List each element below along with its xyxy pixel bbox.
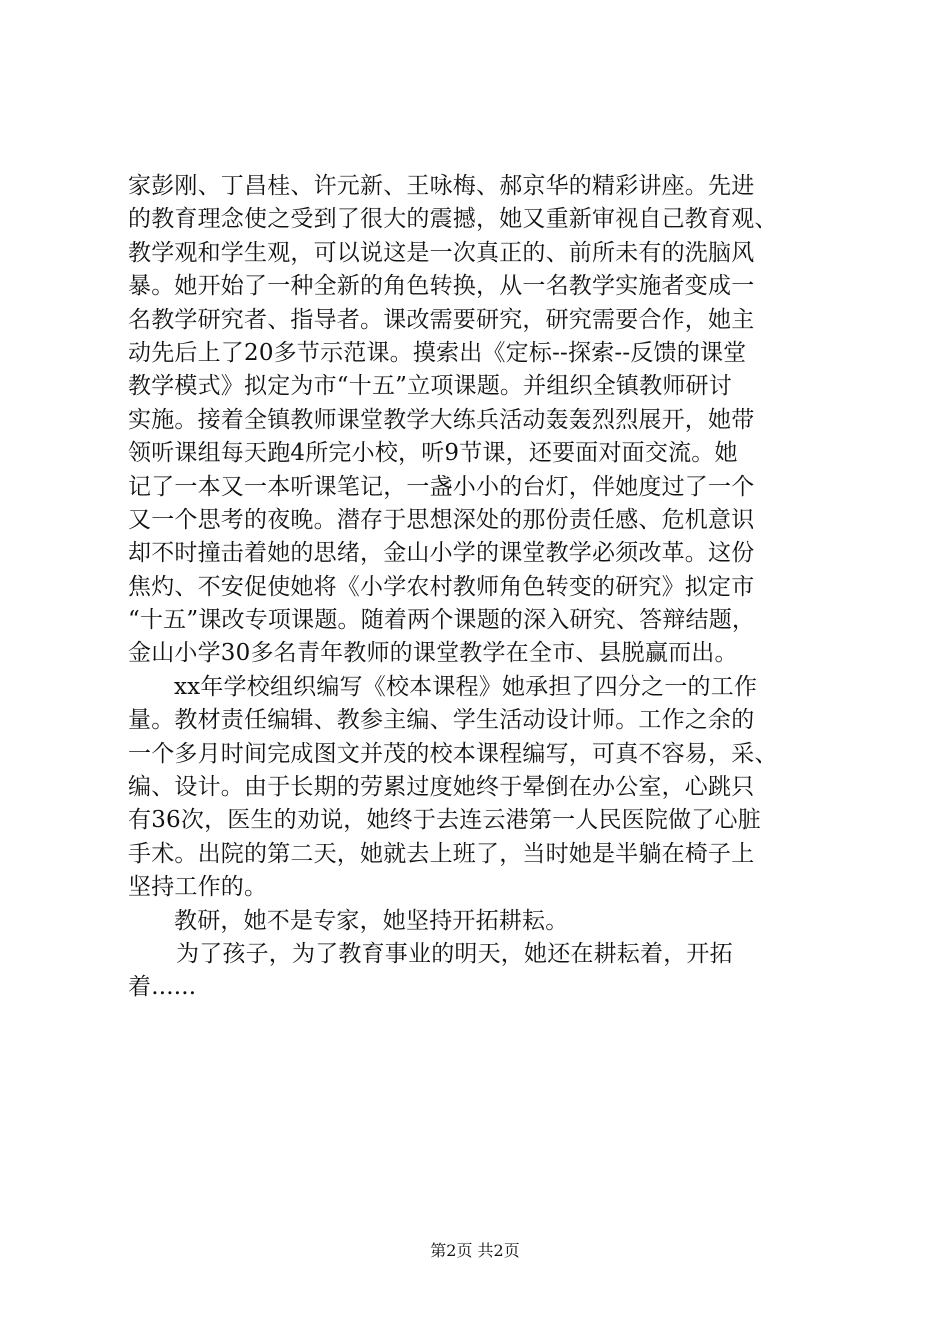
text-line: 家彭刚、丁昌桂、许元新、王咏梅、郝京华的精彩讲座。先进	[128, 173, 755, 199]
text-line: xx年学校组织编写《校本课程》她承担了四分之一的工作	[174, 673, 758, 700]
text-line: 又一个思考的夜晚。潜存于思想深处的那份责任感、危机意识	[128, 506, 755, 533]
text-line: 为了孩子，为了教育事业的明天，她还在耕耘着，开拓	[176, 940, 733, 967]
text-line: 量。教材责任编辑、教参主编、学生活动设计师。工作之余的	[128, 707, 755, 734]
text-line: 有36次，医生的劝说，她终于去连云港第一人民医院做了心脏	[128, 807, 761, 834]
text-line: 领听课组每天跑4所完小校，听9节课，还要面对面交流。她	[128, 440, 738, 467]
text-line: 的教育理念使之受到了很大的震撼，她又重新审视自己教育观、	[128, 206, 778, 233]
text-line: 教研，她不是专家，她坚持开拓耕耘。	[174, 907, 569, 934]
text-line: 着......	[128, 974, 197, 1001]
text-line: 却不时撞击着她的思绪，金山小学的课堂教学必须改革。这份	[128, 540, 755, 567]
text-line: 名教学研究者、指导者。课改需要研究，研究需要合作，她主	[128, 306, 755, 333]
text-line: 编、设计。由于长期的劳累过度她终于晕倒在办公室，心跳只	[128, 774, 755, 801]
text-line: 动先后上了20多节示范课。摸索出《定标--探索--反馈的课堂	[128, 339, 747, 366]
text-line: 焦灼、不安促使她将《小学农村教师角色转变的研究》拟定市	[128, 573, 755, 600]
text-line: “十五”课改专项课题。随着两个课题的深入研究、答辩结题，	[128, 607, 756, 634]
page-footer: 第2页 共2页	[430, 1241, 520, 1260]
body-text	[128, 170, 828, 1005]
text-line: 实施。接着全镇教师课堂教学大练兵活动轰轰烈烈展开，她带	[128, 406, 755, 433]
text-line: 手术。出院的第二天，她就去上班了，当时她是半躺在椅子上	[128, 840, 755, 867]
text-line: 暴。她开始了一种全新的角色转换，从一名教学实施者变成一	[128, 273, 755, 300]
text-line: 金山小学30多名青年教师的课堂教学在全市、县脱赢而出。	[128, 640, 738, 667]
text-line: 一个多月时间完成图文并茂的校本课程编写，可真不容易，采、	[128, 740, 778, 767]
text-line: 教学模式》拟定为市“十五”立项课题。并组织全镇教师研讨	[128, 373, 732, 400]
text-line: 坚持工作的。	[128, 874, 268, 901]
text-line: 记了一本又一本听课笔记，一盏小小的台灯，伴她度过了一个	[128, 473, 755, 500]
text-line: 教学观和学生观，可以说这是一次真正的、前所未有的洗脑风	[128, 239, 755, 266]
